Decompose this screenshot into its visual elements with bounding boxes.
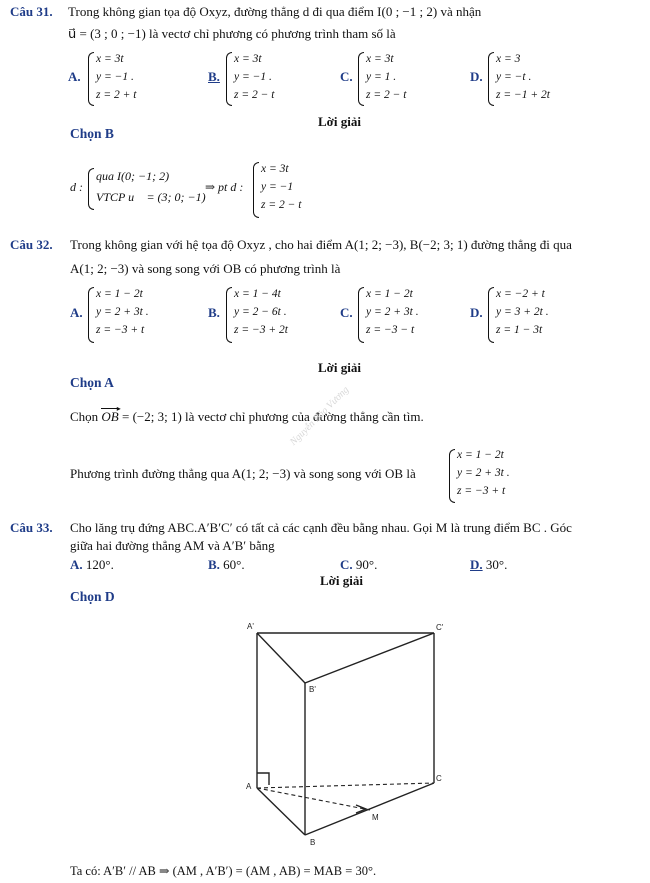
- q31-stem-line1: Trong không gian tọa độ Oxyz, đường thẳng d đi qua điểm I(0 ; −1 ; 2) và nhận: [68, 4, 482, 19]
- q31-loigiai: Lời giải: [318, 114, 361, 129]
- watermark: Nguyễn Bảo Vương: [288, 384, 352, 448]
- q31-option-b-label: B.: [208, 69, 220, 84]
- label-a: A: [246, 782, 252, 791]
- q32-sol-line2: Phương trình đường thẳng qua A(1; 2; −3) và song song với OB là: [70, 466, 416, 481]
- q33-loigiai: Lời giải: [320, 573, 363, 588]
- label-c1: C': [436, 623, 444, 632]
- label-b: B: [310, 838, 316, 847]
- label-b1: B': [309, 685, 316, 694]
- q33-option-b[interactable]: B. 60°.: [208, 557, 245, 572]
- label-m: M: [372, 813, 379, 822]
- q31-stem-line2: u⃗ = (3 ; 0 ; −1) là vectơ chỉ phương có phương trình tham số là: [68, 26, 396, 41]
- q33-stem-line1: Cho lăng trụ đứng ABC.A′B′C′ có tất cả các cạnh đều bằng nhau. Gọi M là trung điểm BC . Góc: [70, 520, 572, 535]
- q32-stem-line2: A(1; 2; −3) và song song với OB có phương trình là: [70, 261, 341, 276]
- q32-loigiai: Lời giải: [318, 360, 361, 375]
- q32-option-b-label: B.: [208, 305, 220, 320]
- q31-answer: Chọn B: [70, 126, 114, 141]
- q32-option-c-label: C.: [340, 305, 353, 320]
- label-c: C: [436, 774, 442, 783]
- edge-ac-hidden: [257, 783, 434, 788]
- edge-b1c1: [305, 633, 434, 683]
- right-angle-mark: [257, 773, 269, 785]
- q32-sol-line1: Chọn ▸ OB = (−2; 3; 1) là vectơ chỉ phương của đường thẳng cần tìm.: [70, 404, 424, 424]
- q33-option-c[interactable]: C. 90°.: [340, 557, 378, 572]
- vector-arrowhead-icon: ▸: [116, 404, 121, 413]
- edge-a1b1: [257, 633, 305, 683]
- q31-option-c-label: C.: [340, 69, 353, 84]
- segment-am: [257, 788, 370, 810]
- q32-number: Câu 32.: [10, 237, 53, 252]
- q33-conclusion: Ta có: A′B′ // AB ⇒ (AM , A′B′) = (AM , AB) = MAB = 30°.: [70, 864, 377, 878]
- edge-bc: [305, 783, 434, 835]
- q33-number: Câu 33.: [10, 520, 53, 535]
- q32-answer: Chọn A: [70, 375, 114, 390]
- q31-option-a-label: A.: [68, 69, 81, 84]
- q33-option-a[interactable]: A. 120°.: [70, 557, 114, 572]
- label-a1: A': [247, 622, 254, 631]
- q33-option-d[interactable]: D. 30°.: [470, 557, 508, 572]
- q31-sol-arrow: ⇒ pt d :: [205, 180, 244, 194]
- q33-stem-line2: giữa hai đường thẳng AM và A′B′ bằng: [70, 538, 275, 553]
- q33-answer: Chọn D: [70, 589, 115, 604]
- edge-ab: [257, 788, 305, 835]
- q32-stem-line1: Trong không gian với hệ tọa độ Oxyz , cho hai điểm A(1; 2; −3), B(−2; 3; 1) đường thẳng đi qua: [70, 237, 572, 252]
- q31-option-d-label: D.: [470, 69, 483, 84]
- q31-sol-prefix: d :: [70, 180, 83, 194]
- q32-option-a-label: A.: [70, 305, 83, 320]
- q31-number: Câu 31.: [10, 4, 53, 19]
- q32-option-d-label: D.: [470, 305, 483, 320]
